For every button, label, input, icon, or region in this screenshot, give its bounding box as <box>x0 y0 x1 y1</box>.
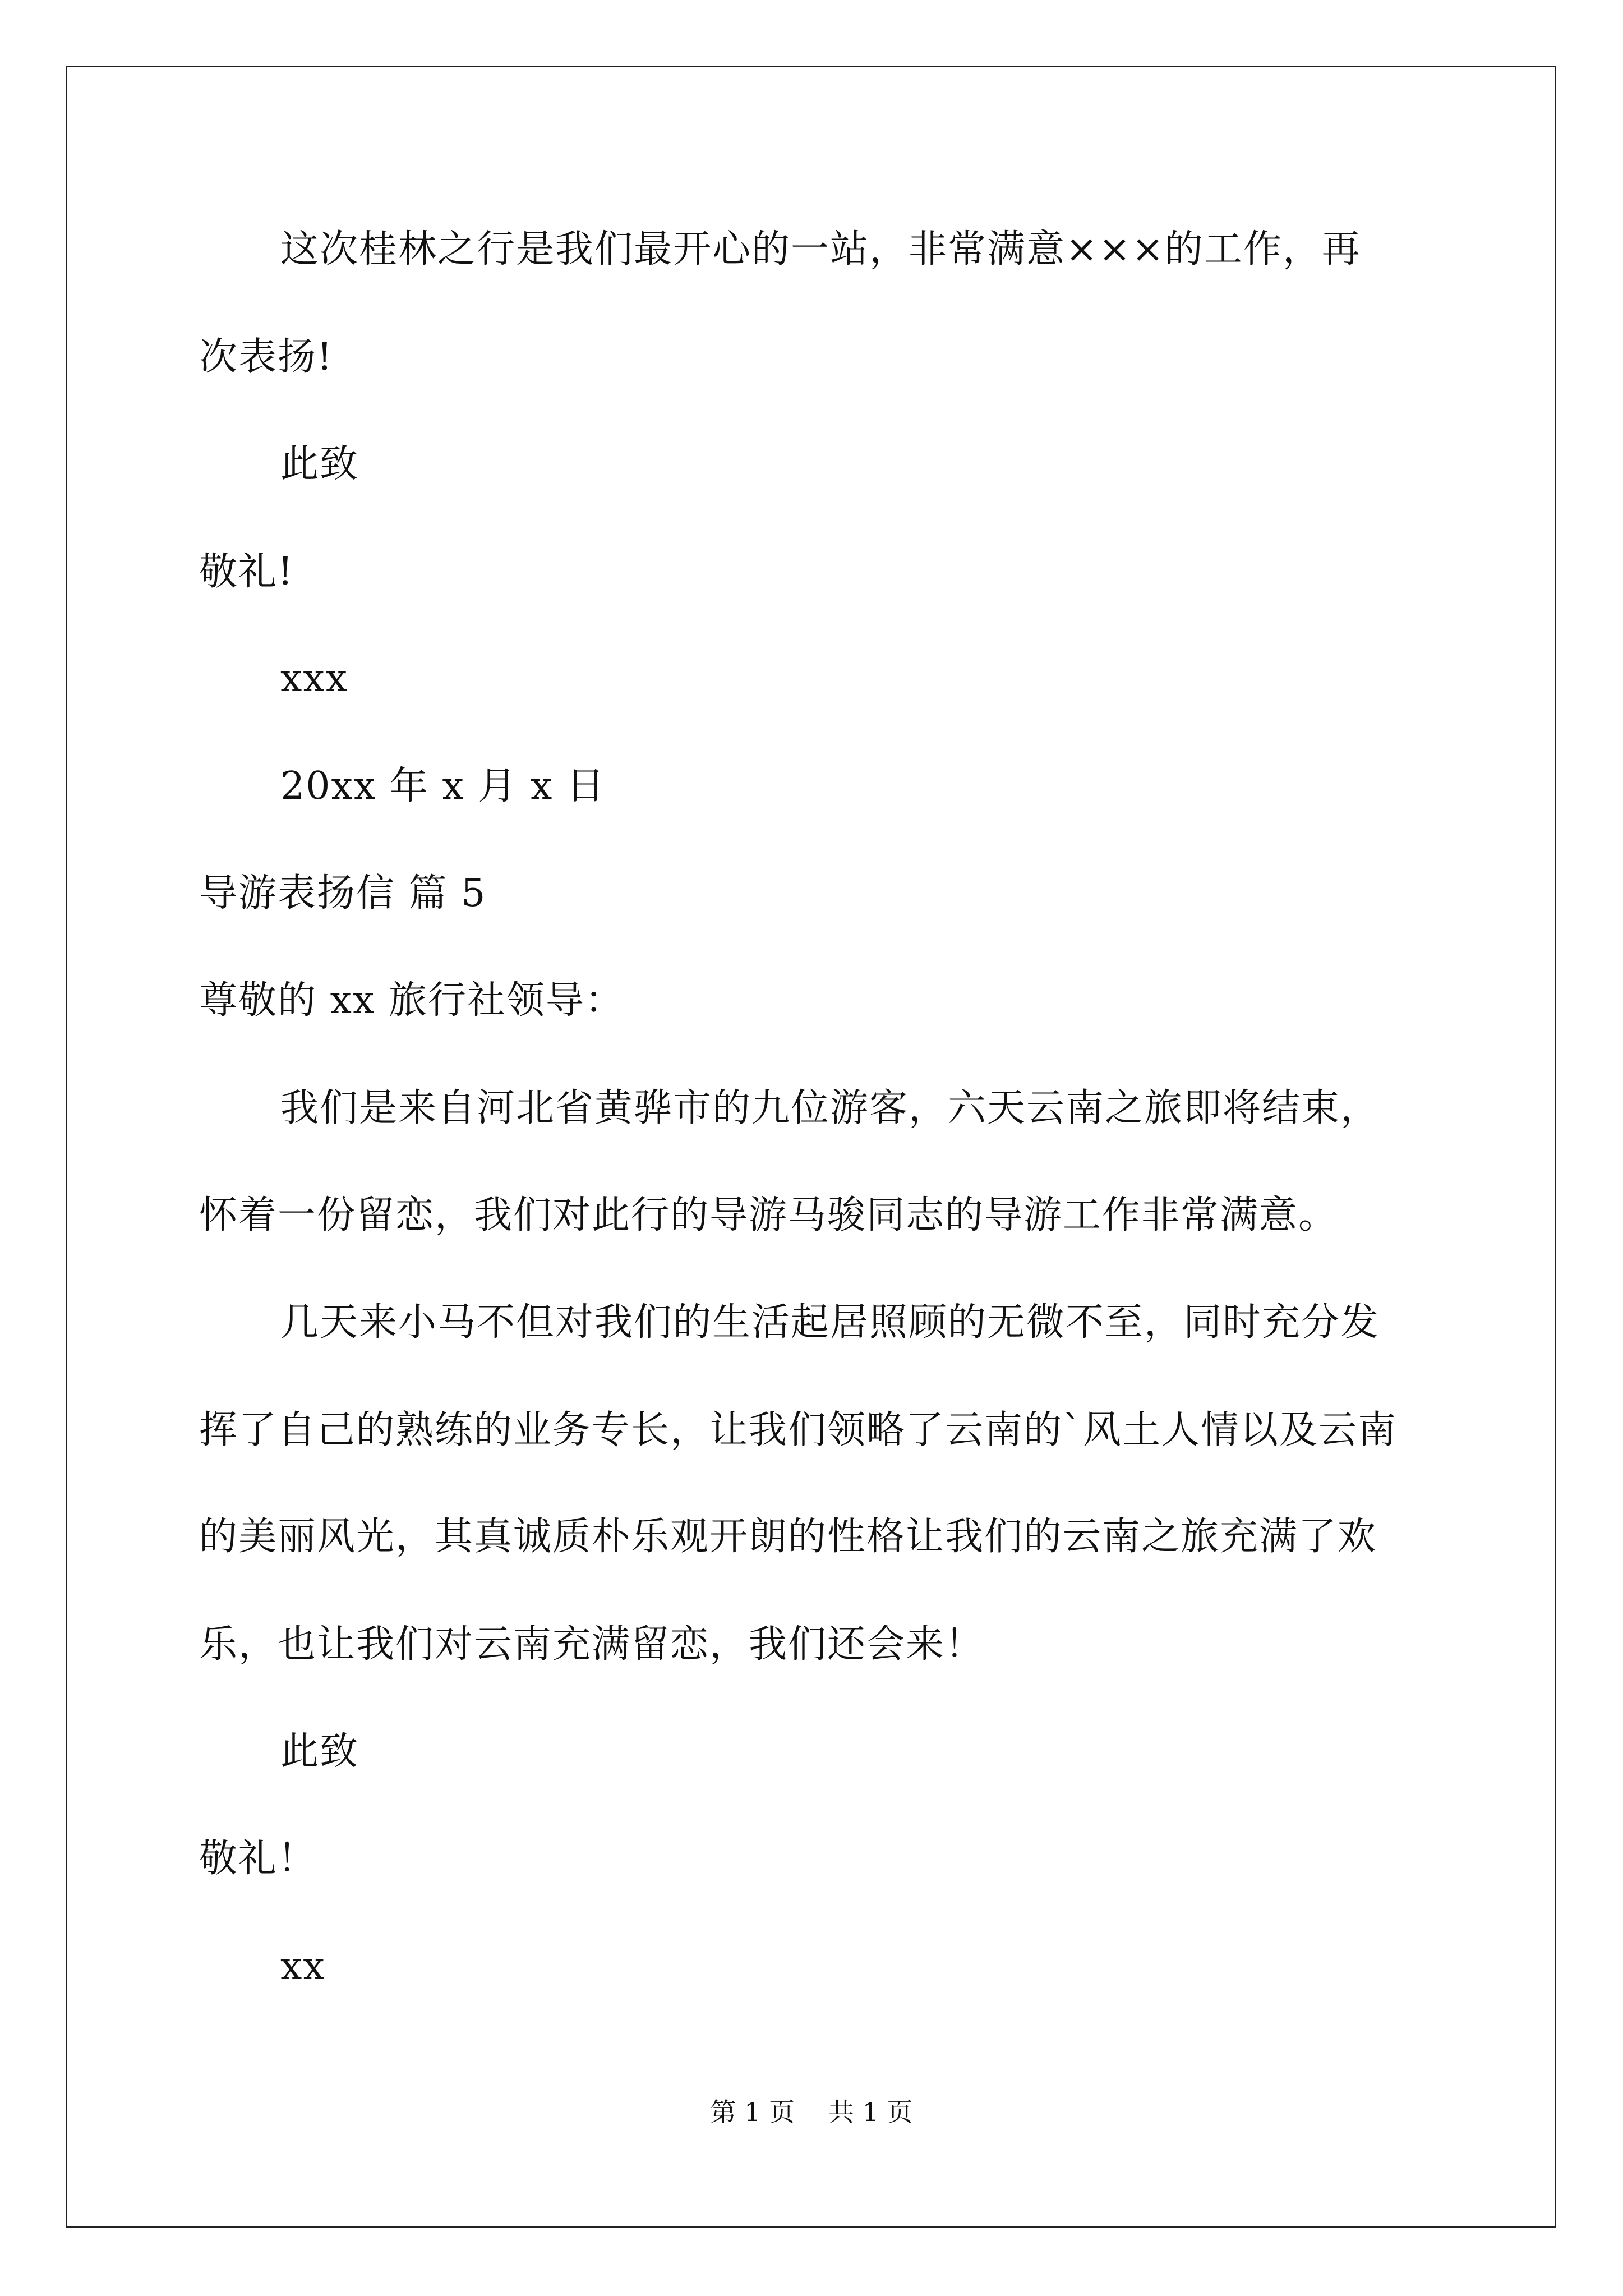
section-heading: 导游表扬信 篇 5 <box>199 871 487 915</box>
page-border <box>66 66 1556 2228</box>
page-number-current: 第 1 页 <box>710 2097 795 2127</box>
paragraph-line: 的美丽风光，其真诚质朴乐观开朗的性格让我们的云南之旅充满了欢 <box>199 1515 1377 1559</box>
page-number-total: 共 1 页 <box>828 2097 913 2127</box>
paragraph-line: 我们是来自河北省黄骅市的九位游客，六天云南之旅即将结束， <box>280 1086 1380 1130</box>
paragraph-line: 这次桂林之行是我们最开心的一站，非常满意×××的工作，再 <box>280 227 1361 272</box>
paragraph-line: 挥了自己的熟练的业务专长，让我们领略了云南的`风土人情以及云南 <box>199 1408 1398 1452</box>
paragraph-line: 怀着一份留恋，我们对此行的导游马骏同志的导游工作非常满意。 <box>199 1193 1338 1237</box>
greeting: 尊敬的 xx 旅行社领导： <box>199 978 624 1023</box>
paragraph-line: 几天来小马不但对我们的生活起居照顾的无微不至，同时充分发 <box>280 1300 1380 1345</box>
date: 20xx 年 x 月 x 日 <box>280 764 606 808</box>
closing-salutation: 此致 <box>280 442 359 486</box>
page-footer <box>0 2095 1623 2129</box>
signature: xxx <box>280 656 349 701</box>
paragraph-line: 乐，也让我们对云南充满留恋，我们还会来！ <box>199 1622 985 1667</box>
signature: xx <box>280 1944 326 1989</box>
closing-salutation: 此致 <box>280 1729 359 1774</box>
paragraph-line: 次表扬! <box>199 335 334 379</box>
closing-regards: 敬礼！ <box>199 1837 317 1881</box>
closing-regards: 敬礼! <box>199 550 294 594</box>
